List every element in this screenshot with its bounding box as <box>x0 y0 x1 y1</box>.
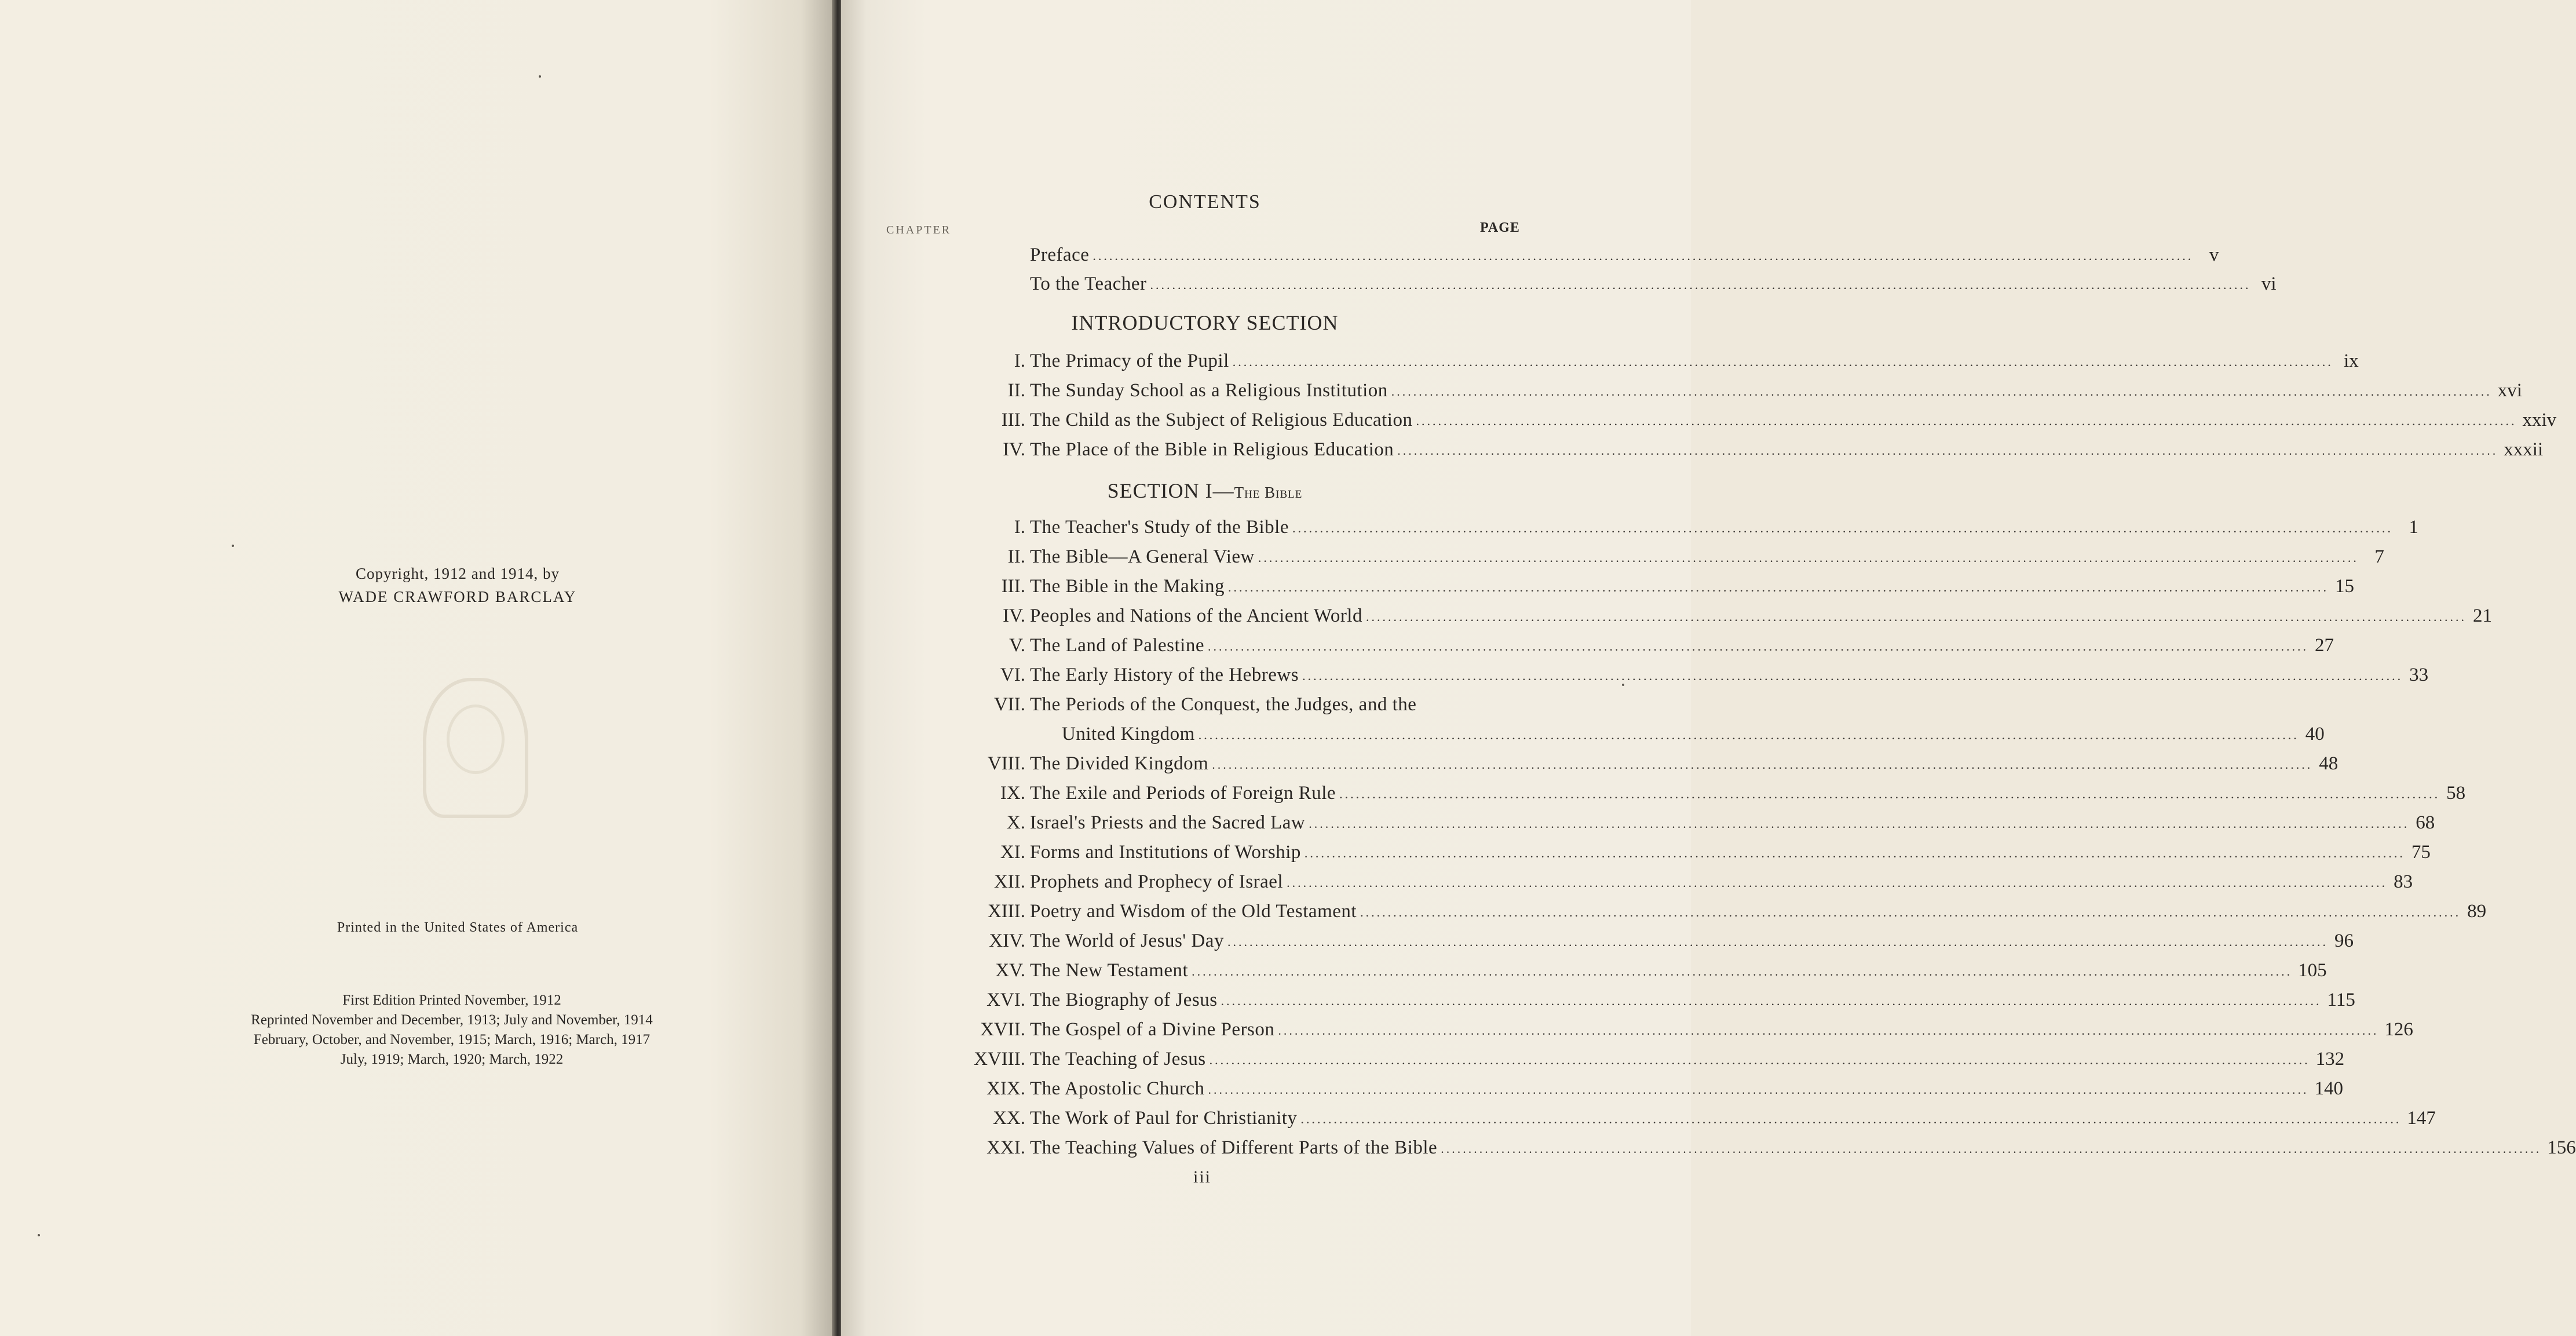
chapter-title: The Land of Palestine <box>1030 635 1204 656</box>
page-number: 15 <box>2334 576 2354 597</box>
chapter-title: The Periods of the Conquest, the Judges, and the <box>1030 694 1417 715</box>
leader-dots: ........................................................................................................................................................................................................ <box>1391 384 2492 399</box>
section-one-heading <box>1014 479 1396 503</box>
leader-dots: ........................................................................................................................................................................................................ <box>1360 905 2461 919</box>
paper-speck <box>38 1234 40 1236</box>
page-number: 89 <box>2467 901 2487 922</box>
toc-entry <box>927 1108 2436 1137</box>
toc-entry <box>927 244 2219 273</box>
toc-entry <box>927 930 2354 959</box>
leader-dots: ........................................................................................................................................................................................................ <box>1287 875 2388 890</box>
leader-dots: ........................................................................................................................................................................................................ <box>1339 787 2440 801</box>
page-number: 75 <box>2411 842 2431 863</box>
toc-entry <box>927 724 2325 753</box>
toc-entry <box>927 439 2544 468</box>
copyright-block <box>272 562 643 608</box>
contents-heading: CONTENTS <box>1149 191 1261 213</box>
chapter-title: The Work of Paul for Christianity <box>1030 1108 1298 1129</box>
chapter-number: II. <box>1007 546 1025 567</box>
leader-dots: ........................................................................................................................................................................................................ <box>1208 1082 2309 1097</box>
page-number: xxiv <box>2522 410 2557 430</box>
paper-speck <box>232 545 234 547</box>
page-number: v <box>2209 244 2219 265</box>
leader-dots: ........................................................................................................................................................................................................ <box>1302 669 2403 683</box>
toc-entry <box>927 517 2418 546</box>
page-number: 27 <box>2315 635 2334 656</box>
toc-entry <box>927 901 2487 930</box>
publisher-seal-showthrough <box>423 678 528 818</box>
leader-dots: ........................................................................................................................................................................................................ <box>1292 521 2393 535</box>
chapter-number: IX. <box>1000 783 1025 804</box>
toc-entry <box>927 990 2355 1019</box>
page-number: ix <box>2344 351 2359 371</box>
leader-dots: ........................................................................................................................................................................................................ <box>1365 609 2467 624</box>
page-column-label: PAGE <box>1480 220 1520 235</box>
edition-line: First Edition Printed November, 1912 <box>342 992 561 1008</box>
leader-dots: ........................................................................................................................................................................................................ <box>1221 994 2322 1008</box>
toc-entry <box>927 605 2492 634</box>
introductory-section-heading: INTRODUCTORY SECTION <box>1071 311 1339 334</box>
leader-dots: ........................................................................................................................................................................................................ <box>1416 414 2517 428</box>
chapter-title: The Divided Kingdom <box>1030 753 1209 774</box>
edition-line: July, 1919; March, 1920; March, 1922 <box>340 1052 564 1067</box>
chapter-title: The Early History of the Hebrews <box>1030 665 1299 685</box>
page-number: 48 <box>2319 753 2339 774</box>
leader-dots: ........................................................................................................................................................................................................ <box>1208 639 2308 654</box>
toc-entry <box>927 351 2359 379</box>
leader-dots: ........................................................................................................................................................................................................ <box>1300 1112 2402 1126</box>
chapter-number: XVIII. <box>974 1049 1025 1069</box>
page-number: 68 <box>2416 812 2435 833</box>
chapter-title: The Apostolic Church <box>1030 1078 1205 1099</box>
chapter-title: The Teaching Values of Different Parts of the Bible <box>1030 1137 1438 1158</box>
chapter-title: To the Teacher <box>1030 273 1147 294</box>
printed-in-line: Printed in the United States of America <box>337 920 579 935</box>
chapter-title: The Child as the Subject of Religious Education <box>1030 410 1413 430</box>
toc-entry <box>927 380 2522 409</box>
chapter-title: Forms and Institutions of Worship <box>1030 842 1301 863</box>
leader-dots: ........................................................................................................................................................................................................ <box>1304 846 2405 860</box>
chapter-title: The Biography of Jesus <box>1030 990 1218 1010</box>
leader-dots: ........................................................................................................................................................................................................ <box>1209 1053 2310 1067</box>
chapter-number: I. <box>1014 517 1025 538</box>
chapter-title: The Teacher's Study of the Bible <box>1030 517 1289 538</box>
toc-entry <box>927 1019 2413 1048</box>
page-number: xvi <box>2497 380 2522 401</box>
toc-entry <box>927 1137 2576 1166</box>
page-number: vi <box>2261 273 2277 294</box>
chapter-title: The Bible in the Making <box>1030 576 1225 597</box>
chapter-number: XIV. <box>989 930 1025 951</box>
leader-dots: ........................................................................................................................................................................................................ <box>1232 355 2333 369</box>
leader-dots: ........................................................................................................................................................................................................ <box>1397 443 2498 458</box>
toc-entry <box>927 1078 2343 1107</box>
paper-speck <box>1622 684 1624 686</box>
chapter-title: The New Testament <box>1030 960 1189 981</box>
chapter-title: The Gospel of a Divine Person <box>1030 1019 1275 1040</box>
toc-entry <box>927 546 2384 575</box>
chapter-title: The Primacy of the Pupil <box>1030 351 1229 371</box>
chapter-number: XXI. <box>986 1137 1025 1158</box>
chapter-title: The Place of the Bible in Religious Education <box>1030 439 1394 460</box>
leader-dots: ........................................................................................................................................................................................................ <box>1258 550 2359 565</box>
chapter-title: The Sunday School as a Religious Institution <box>1030 380 1388 401</box>
chapter-number: XVII. <box>980 1019 1025 1040</box>
toc-entry <box>927 753 2339 782</box>
page-number: 156 <box>2547 1137 2576 1158</box>
chapter-number: XVI. <box>986 990 1025 1010</box>
toc-entry <box>927 812 2435 841</box>
leader-dots: ........................................................................................................................................................................................................ <box>1278 1023 2379 1038</box>
leader-dots: ........................................................................................................................................................................................................ <box>1227 580 2329 594</box>
chapter-title: The World of Jesus' Day <box>1030 930 1224 951</box>
chapter-number: XI. <box>1000 842 1025 863</box>
toc-entry <box>927 783 2466 812</box>
leader-dots: ........................................................................................................................................................................................................ <box>1198 728 2299 742</box>
page-folio: iii <box>1193 1167 1212 1187</box>
page-number: 83 <box>2394 871 2413 892</box>
leader-dots: ........................................................................................................................................................................................................ <box>1150 278 2251 292</box>
copyright-line: Copyright, 1912 and 1914, by <box>356 565 560 582</box>
page-number: 147 <box>2407 1108 2436 1129</box>
page-number: 105 <box>2298 960 2327 981</box>
page-number: 132 <box>2315 1049 2345 1069</box>
chapter-number: IV. <box>1003 605 1025 626</box>
toc-entry <box>927 842 2431 871</box>
page-number: 21 <box>2472 605 2492 626</box>
toc-entry <box>927 273 2277 302</box>
toc-entry <box>927 694 1529 723</box>
chapter-number: I. <box>1014 351 1025 371</box>
chapter-number: XIII. <box>987 901 1025 922</box>
chapter-title: Preface <box>1030 244 1090 265</box>
chapter-number: X. <box>1006 812 1025 833</box>
page-number: 1 <box>2409 517 2418 538</box>
toc-entry <box>927 871 2413 900</box>
leader-dots: ........................................................................................................................................................................................................ <box>1227 935 2328 949</box>
chapter-number: III. <box>1001 410 1025 430</box>
chapter-title: The Bible—A General View <box>1030 546 1255 567</box>
chapter-number: XV. <box>995 960 1025 981</box>
edition-history <box>174 991 730 1069</box>
section-heading-prefix: SECTION I— <box>1107 479 1234 502</box>
edition-line: Reprinted November and December, 1913; July and November, 1914 <box>251 1012 653 1028</box>
page-number: 58 <box>2446 783 2466 804</box>
page-number: xxxii <box>2504 439 2544 460</box>
page-number <box>1510 694 1529 716</box>
chapter-number: XIX. <box>986 1078 1025 1099</box>
chapter-title: Prophets and Prophecy of Israel <box>1030 871 1284 892</box>
leader-dots: ........................................................................................................................................................................................................ <box>1441 1141 2542 1156</box>
chapter-number: VIII. <box>987 753 1025 774</box>
chapter-title: The Teaching of Jesus <box>1030 1049 1206 1069</box>
chapter-number: VII. <box>993 694 1025 715</box>
chapter-number: XX. <box>993 1108 1025 1129</box>
chapter-number: III. <box>1001 576 1025 597</box>
chapter-number: V. <box>1009 635 1025 656</box>
toc-entry <box>927 635 2334 664</box>
page-number: 140 <box>2314 1078 2343 1099</box>
toc-entry <box>927 1049 2345 1078</box>
chapter-title: Poetry and Wisdom of the Old Testament <box>1030 901 1357 922</box>
page-number: 7 <box>2374 546 2384 567</box>
edition-line: February, October, and November, 1915; March, 1916; March, 1917 <box>253 1032 651 1047</box>
chapter-number: IV. <box>1003 439 1025 460</box>
toc-entry <box>927 665 2429 693</box>
chapter-number: II. <box>1007 380 1025 401</box>
leader-dots: ........................................................................................................................................................................................................ <box>1192 964 2293 979</box>
page-number: 96 <box>2334 930 2354 951</box>
chapter-title: The Exile and Periods of Foreign Rule <box>1030 783 1336 804</box>
toc-entry <box>927 960 2327 989</box>
chapter-title: Israel's Priests and the Sacred Law <box>1030 812 1306 833</box>
chapter-title: United Kingdom <box>1062 724 1195 744</box>
toc-entry <box>927 410 2557 439</box>
copyright-author: WADE CRAWFORD BARCLAY <box>338 588 577 605</box>
chapter-number: VI. <box>1000 665 1025 685</box>
chapter-number: XII. <box>993 871 1025 892</box>
chapter-column-label: CHAPTER <box>886 224 952 236</box>
page-number: 40 <box>2305 724 2325 744</box>
page-number: 33 <box>2409 665 2429 685</box>
left-page <box>0 0 834 1336</box>
leader-dots: ........................................................................................................................................................................................................ <box>1212 757 2313 772</box>
leader-dots <box>1416 694 1510 716</box>
page-number: 115 <box>2327 990 2355 1010</box>
leader-dots: ........................................................................................................................................................................................................ <box>1309 816 2410 831</box>
page-number: 126 <box>2384 1019 2413 1040</box>
chapter-title: Peoples and Nations of the Ancient World <box>1030 605 1362 626</box>
toc-entry <box>927 576 2354 605</box>
paper-speck <box>539 75 541 78</box>
section-heading-title: The Bible <box>1234 484 1303 501</box>
leader-dots: ........................................................................................................................................................................................................ <box>1092 249 2194 263</box>
